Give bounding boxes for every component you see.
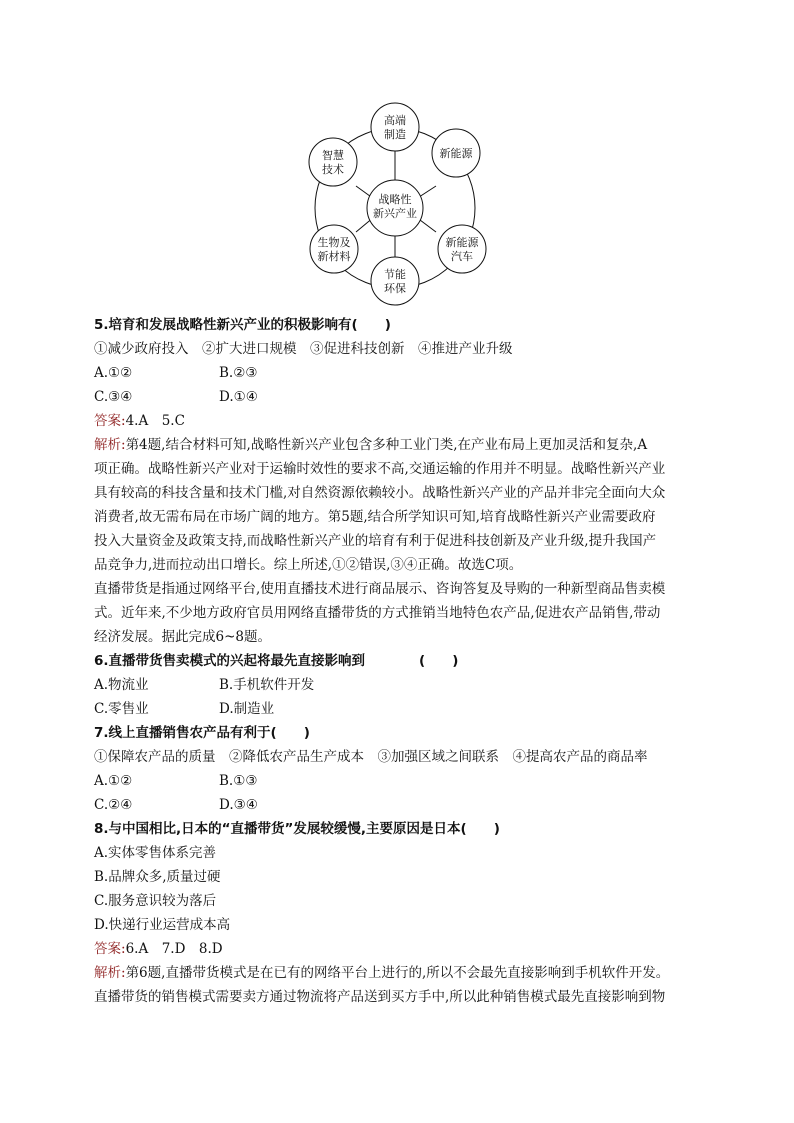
answer-block-1 bbox=[94, 412, 185, 430]
node-label: 生物及 bbox=[317, 236, 351, 249]
passage-line: 经济发展。据此完成6~8题。 bbox=[94, 629, 271, 645]
analysis-line: 消费者,故无需布局在市场广阔的地方。第5题,结合所学知识可知,培育战略性新兴产业需要政府 bbox=[94, 509, 656, 525]
passage-line: 式。近年来,不少地方政府官员用网络直播带货的方式推销当地特色农产品,促进农产品销售,带动 bbox=[94, 605, 661, 621]
node-label: 汽车 bbox=[451, 250, 473, 263]
node-new-energy-vehicle bbox=[438, 225, 486, 273]
q8-option-b[interactable]: B.品牌众多,质量过硬 bbox=[94, 869, 221, 885]
q6-option-a[interactable]: A.物流业 bbox=[94, 677, 149, 693]
node-smart-tech bbox=[309, 138, 357, 186]
analysis-line: 具有较高的科技含量和技术门槛,对自然资源依赖较小。战略性新兴产业的产品并非完全面向大众 bbox=[94, 485, 666, 501]
q8-stem: 8.与中国相比,日本的“直播带货”发展较缓慢,主要原因是日本( ) bbox=[94, 821, 500, 837]
analysis-line: 项正确。战略性新兴产业对于运输时效性的要求不高,交通运输的作用并不明显。战略性新兴产业 bbox=[94, 461, 666, 477]
passage-line: 直播带货是指通过网络平台,使用直播技术进行商品展示、咨询答复及导购的一种新型商品售卖模 bbox=[94, 581, 666, 597]
answer-label: 答案: bbox=[94, 413, 126, 429]
node-label: 新能源 bbox=[445, 236, 479, 249]
node-bio-materials bbox=[310, 225, 358, 273]
node-label: 环保 bbox=[384, 282, 406, 295]
node-label: 高端 bbox=[384, 114, 406, 127]
analysis-line bbox=[94, 964, 669, 982]
analysis-label: 解析: bbox=[94, 965, 126, 981]
industry-diagram bbox=[0, 0, 794, 320]
center-label-1: 战略性 bbox=[378, 193, 412, 206]
node-high-end-manufacturing bbox=[371, 103, 419, 151]
q7-option-d[interactable]: D.③④ bbox=[219, 797, 258, 813]
analysis-text: 第4题,结合材料可知,战略性新兴产业包含多种工业门类,在产业布局上更加灵活和复杂,A bbox=[125, 437, 648, 453]
q6-stem: 6.直播带货售卖模式的兴起将最先直接影响到 ( ) bbox=[94, 653, 459, 669]
node-label: 新能源 bbox=[439, 147, 473, 160]
analysis-line: 直播带货的销售模式需要卖方通过物流将产品送到买方手中,所以此种销售模式最先直接影响到物 bbox=[94, 989, 666, 1005]
q5-items: ①减少政府投入 ②扩大进口规模 ③促进科技创新 ④推进产业升级 bbox=[94, 341, 513, 357]
q8-option-d[interactable]: D.快递行业运营成本高 bbox=[94, 917, 231, 933]
q5-option-d[interactable]: D.①④ bbox=[219, 389, 258, 405]
answer-text: 4.A 5.C bbox=[125, 413, 185, 429]
q5-option-c[interactable]: C.③④ bbox=[94, 389, 133, 405]
node-label: 智慧 bbox=[322, 149, 344, 162]
node-label: 节能 bbox=[384, 268, 406, 281]
analysis-line bbox=[94, 436, 647, 454]
analysis-label: 解析: bbox=[94, 437, 126, 453]
q6-option-c[interactable]: C.零售业 bbox=[94, 701, 149, 717]
answer-block-2 bbox=[94, 940, 223, 958]
q7-stem: 7.线上直播销售农产品有利于( ) bbox=[94, 725, 310, 741]
q7-option-b[interactable]: B.①③ bbox=[219, 773, 258, 789]
center-label-2: 新兴产业 bbox=[373, 207, 417, 220]
q7-option-c[interactable]: C.②④ bbox=[94, 797, 133, 813]
q7-items: ①保障农产品的质量 ②降低农产品生产成本 ③加强区域之间联系 ④提高农产品的商品率 bbox=[94, 749, 648, 765]
q5-stem: 5.培育和发展战略性新兴产业的积极影响有( ) bbox=[94, 317, 391, 333]
analysis-text: 第6题,直播带货模式是在已有的网络平台上进行的,所以不会最先直接影响到手机软件开发。 bbox=[125, 965, 670, 981]
answer-text: 6.A 7.D 8.D bbox=[125, 941, 223, 957]
q8-option-c[interactable]: C.服务意识较为落后 bbox=[94, 893, 217, 909]
node-label: 制造 bbox=[384, 128, 406, 141]
answer-label: 答案: bbox=[94, 941, 126, 957]
node-label: 新材料 bbox=[317, 250, 351, 263]
q8-option-a[interactable]: A.实体零售体系完善 bbox=[94, 845, 217, 861]
q6-option-b[interactable]: B.手机软件开发 bbox=[219, 677, 315, 693]
node-energy-saving bbox=[371, 257, 419, 305]
node-label: 技术 bbox=[322, 163, 344, 176]
q5-option-b[interactable]: B.②③ bbox=[219, 365, 258, 381]
q5-option-a[interactable]: A.①② bbox=[94, 365, 133, 381]
analysis-line: 品竞争力,进而拉动出口增长。综上所述,①②错误,③④正确。故选C项。 bbox=[94, 557, 523, 573]
analysis-line: 投入大量资金及政策支持,而战略性新兴产业的培育有利于促进科技创新及产业升级,提升我国产 bbox=[94, 533, 657, 549]
q6-option-d[interactable]: D.制造业 bbox=[219, 701, 275, 717]
q7-option-a[interactable]: A.①② bbox=[94, 773, 133, 789]
